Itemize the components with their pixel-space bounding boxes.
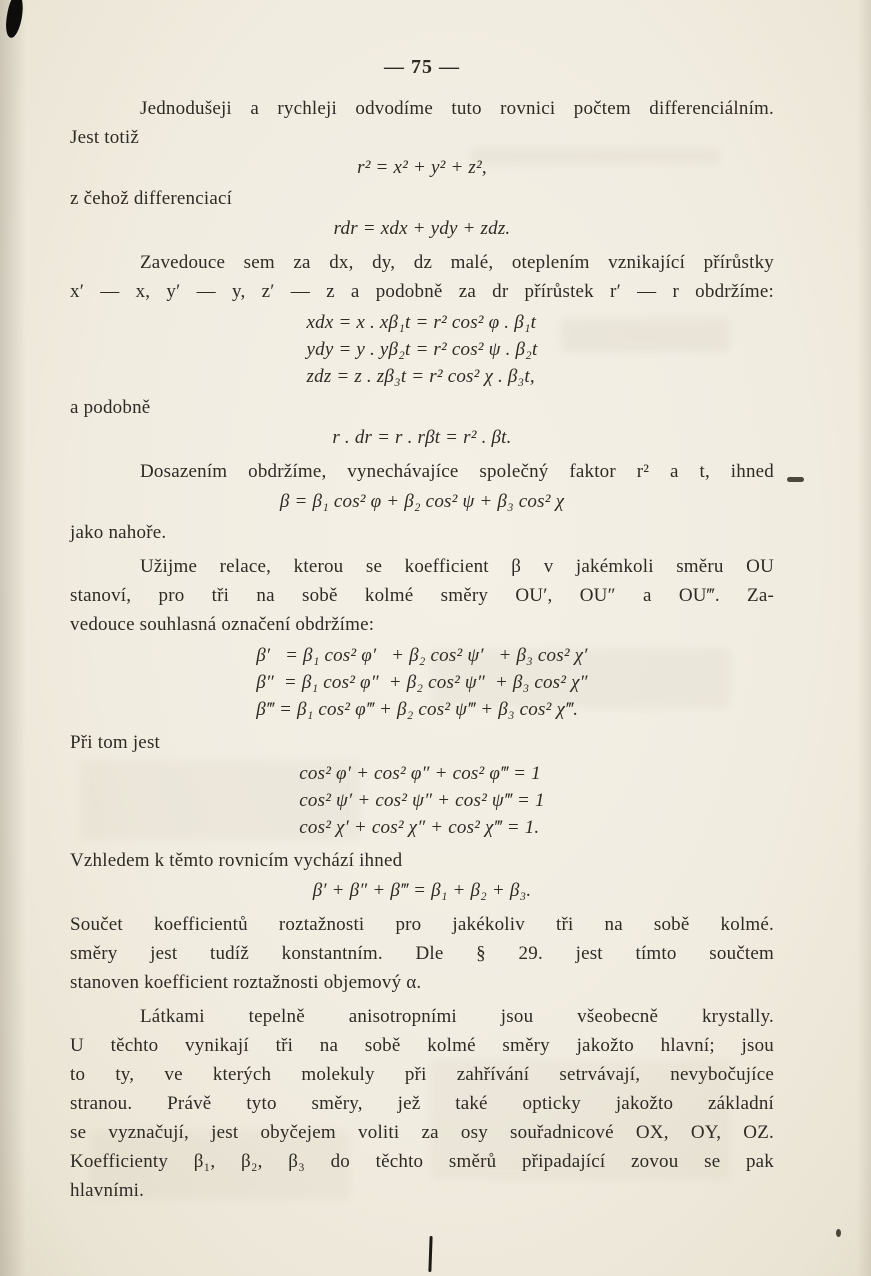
paragraph-line: Látkami tepelně anisotropními jsou všeobecně krystally. [140,1006,774,1027]
paragraph-line: Užijme relace, kterou se koefficient β v jakémkoli směru OU [140,556,774,577]
paragraph-line: Dosazením obdržíme, vynechávajíce společný faktor r² a t, ihned [140,461,774,482]
scan-artifact-bottom-tick [428,1236,432,1272]
paragraph-line: Součet koefficientů roztažnosti pro jakékoliv tři na sobě kolmé. [70,914,774,935]
scan-artifact-right-dash [787,477,804,482]
equation-block-inner [256,642,588,723]
paragraph-line: Při tom jest [70,732,161,753]
paragraph-line: Koefficienty β₁, β₂, β₃ do těchto směrů připadající zovou se pak [70,1151,774,1172]
equation-line: cos² ψ′ + cos² ψ″ + cos² ψ‴ = 1 [299,790,545,811]
equation-line: β″ = β₁ cos² φ″ + β₂ cos² ψ″ + β₃ cos² χ″ [256,672,588,693]
equation-block-beta-primes [70,642,774,723]
paragraph-line: stanoví, pro tři na sobě kolmé směry OU′, OU″ a OU‴. Za- [70,585,774,606]
paragraph-line: to ty, ve kterých molekuly při zahřívání setrvávají, nevybočujíce [70,1064,774,1085]
paragraph-line: z čehož differenciací [70,188,233,209]
scan-artifact-top-left [3,0,25,39]
paragraph-line: Zavedouce sem za dx, dy, dz malé, oteplením vznikající přírůstky [140,252,774,273]
paragraph-line: Jest totiž [70,127,140,148]
equation-block-cosine-identities [70,760,774,841]
equation-block-inner [307,309,538,390]
equation-beta-prime-sum: β′ + β″ + β‴ = β₁ + β₂ + β₃. [312,880,532,901]
page-content [70,54,774,1205]
equation-line: β′ = β₁ cos² φ′ + β₂ cos² ψ′ + β₃ cos² χ′ [256,645,588,666]
paragraph-line: Vzhledem k těmto rovnicím vychází ihned [70,850,403,871]
paragraph-line: stranou. Právě tyto směry, jež také opticky jakožto základní [70,1093,774,1114]
equation-line: cos² χ′ + cos² χ″ + cos² χ‴ = 1. [299,817,540,838]
equation-block-increments [70,309,774,390]
paragraph-line: se vyznačují, jest obyčejem voliti za osy souřadnicové OX, OY, OZ. [70,1122,774,1143]
paragraph-line: a podobně [70,397,151,418]
equation-r-squared: r² = x² + y² + z², [357,157,487,178]
paragraph-line: hlavními. [70,1180,145,1201]
equation-rdr: rdr = xdx + ydy + zdz. [333,218,511,239]
scan-artifact-bottom-dot [836,1229,841,1237]
page-number: — 75 — [384,56,460,78]
paragraph-line: vedouce souhlasná označení obdržíme: [70,614,375,635]
equation-line: ydy = y . yβ₂t = r² cos² ψ . β₂t [306,339,538,360]
equation-line: xdx = x . xβ₁t = r² cos² φ . β₁t [306,312,537,333]
paragraph-line: stanoven koefficient roztažnosti objemový α. [70,972,422,993]
paragraph-line: U těchto vynikají tři na sobě kolmé směry jakožto hlavní; jsou [70,1035,774,1056]
equation-line: zdz = z . zβ₃t = r² cos² χ . β₃t, [306,366,535,387]
equation-rdr-beta: r . dr = r . rβt = r² . βt. [332,427,512,448]
equation-line: β‴ = β₁ cos² φ‴ + β₂ cos² ψ‴ + β₃ cos² χ‴. [256,699,579,720]
equation-block-inner [299,760,544,841]
paragraph-line: Jednodušeji a rychleji odvodíme tuto rovnici počtem differenciálním. [140,98,774,119]
paragraph-line: směry jest tudíž konstantním. Dle § 29. jest tímto součtem [70,943,774,964]
equation-beta-sum: β = β₁ cos² φ + β₂ cos² ψ + β₃ cos² χ [279,491,565,512]
paragraph-line: x′ — x, y′ — y, z′ — z a podobně za dr přírůstek r′ — r obdržíme: [70,281,774,302]
paragraph-line: jako nahoře. [70,522,167,543]
equation-line: cos² φ′ + cos² φ″ + cos² φ‴ = 1 [299,763,541,784]
